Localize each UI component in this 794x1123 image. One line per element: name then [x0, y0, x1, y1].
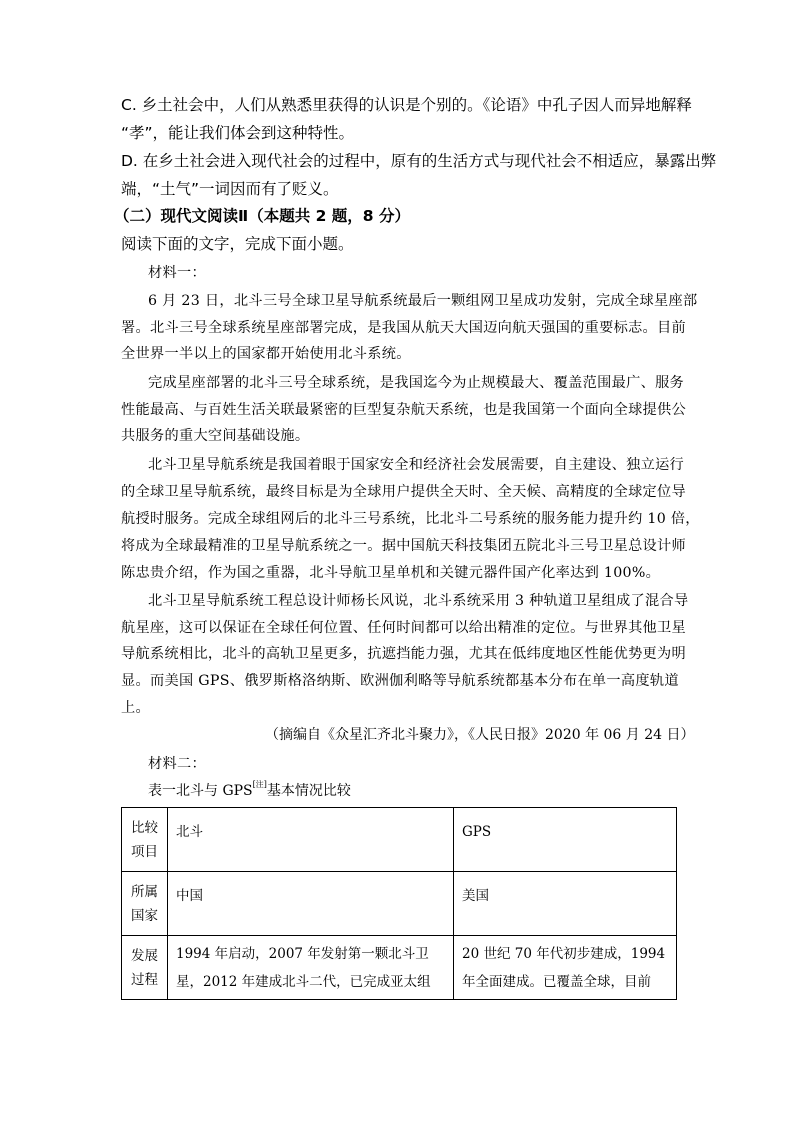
paragraph-line: 全世界一半以上的国家都开始使用北斗系统。	[121, 346, 411, 362]
option-c-line-2: “孝”，能让我们体会到这种特性。	[121, 124, 355, 142]
paragraph-line: 导航系统相比，北斗的高轨卫星更多，抗遮挡能力强，尤其在低纬度地区性能优势更为明	[121, 646, 687, 662]
paragraph-line: 共服务的重大空间基础设施。	[121, 428, 310, 444]
paragraph-line: 上。	[121, 700, 150, 716]
table-caption	[148, 781, 351, 801]
table-cell-label	[122, 936, 168, 1000]
column-header-gps: GPS	[454, 808, 677, 872]
row-label-line: 比较	[131, 820, 158, 836]
table-caption-suffix: 基本情况比较	[266, 783, 351, 799]
row-label-line: 国家	[131, 908, 158, 924]
comparison-table	[121, 807, 677, 1000]
table-row-country	[122, 872, 677, 936]
cell-text-line: 星，2012 年建成北斗二代，已完成亚太组	[176, 974, 431, 990]
paragraph-line: 北斗卫星导航系统是我国着眼于国家安全和经济社会发展需要，自主建设、独立运行	[148, 457, 685, 473]
cell-text-line: 1994 年启动，2007 年发射第一颗北斗卫	[176, 946, 429, 962]
cell-text-line: 20 世纪 70 年代初步建成，1994	[462, 946, 666, 962]
table-row-header	[122, 808, 677, 872]
row-label-line: 过程	[131, 972, 158, 988]
source-citation: （摘编自《众星汇齐北斗聚力》，《人民日报》2020 年 06 月 24 日）	[265, 727, 695, 743]
paragraph-line: 航授时服务。完成全球组网后的北斗三号系统，比北斗二号系统的服务能力提升约 10 倍，	[121, 511, 700, 527]
cell-beidou-country: 中国	[168, 872, 454, 936]
cell-gps-country: 美国	[454, 872, 677, 936]
table-row-history	[122, 936, 677, 1000]
paragraph-line: 陈忠贵介绍，作为国之重器，北斗导航卫星单机和关键元器件国产化率达到 100%。	[121, 565, 661, 581]
paragraph-line: 将成为全球最精准的卫星导航系统之一。据中国航天科技集团五院北斗三号卫星总设计师	[121, 538, 687, 554]
cell-gps-history	[454, 936, 677, 1000]
cell-text-line: 年全面建成。已覆盖全球，目前	[462, 974, 651, 990]
material-2-label: 材料二：	[148, 756, 206, 772]
row-label-line: 项目	[131, 844, 158, 860]
section-instruction: 阅读下面的文字，完成下面小题。	[121, 235, 354, 253]
option-c-line-1: C. 乡土社会中，人们从熟悉里获得的认识是个别的。《论语》中孔子因人而异地解释	[121, 96, 692, 114]
paragraph-line: 显。而美国 GPS、俄罗斯格洛纳斯、欧洲伽利略等导航系统都基本分布在单一高度轨道	[121, 673, 679, 689]
section-heading: （二）现代文阅读Ⅱ（本题共 2 题，8 分）	[114, 207, 410, 225]
paragraph-line: 6 月 23 日，北斗三号全球卫星导航系统最后一颗组网卫星成功发射，完成全球星座部	[148, 293, 698, 309]
paragraph-line: 北斗卫星导航系统工程总设计师杨长风说，北斗系统采用 3 种轨道卫星组成了混合导	[148, 593, 689, 609]
table-caption-prefix: 表一北斗与 GPS	[148, 783, 253, 799]
cell-beidou-history	[168, 936, 454, 1000]
row-label-line: 所属	[131, 884, 158, 900]
paragraph-line: 的全球卫星导航系统，最终目标是为全球用户提供全天时、全天候、高精度的全球定位导	[121, 484, 687, 500]
material-1-label: 材料一：	[148, 265, 206, 281]
table-caption-footnote: [注]	[252, 780, 267, 789]
paragraph-line: 署。北斗三号全球系统星座部署完成，是我国从航天大国迈向航天强国的重要标志。目前	[121, 320, 687, 336]
row-label-line: 发展	[131, 948, 158, 964]
table-cell-label	[122, 808, 168, 872]
paragraph-line: 性能最高、与百姓生活关联最紧密的巨型复杂航天系统，也是我国第一个面向全球提供公	[121, 402, 687, 418]
paragraph-line: 完成星座部署的北斗三号全球系统，是我国迄今为止规模最大、覆盖范围最广、服务	[148, 375, 685, 391]
option-d-line-1: D. 在乡土社会进入现代社会的过程中，原有的生活方式与现代社会不相适应，暴露出弊	[121, 152, 717, 170]
table-cell-label	[122, 872, 168, 936]
column-header-beidou: 北斗	[168, 808, 454, 872]
option-d-line-2: 端，“土气”一词因而有了贬义。	[121, 180, 339, 198]
paragraph-line: 航星座，这可以保证在全球任何位置、任何时间都可以给出精准的定位。与世界其他卫星	[121, 620, 687, 636]
